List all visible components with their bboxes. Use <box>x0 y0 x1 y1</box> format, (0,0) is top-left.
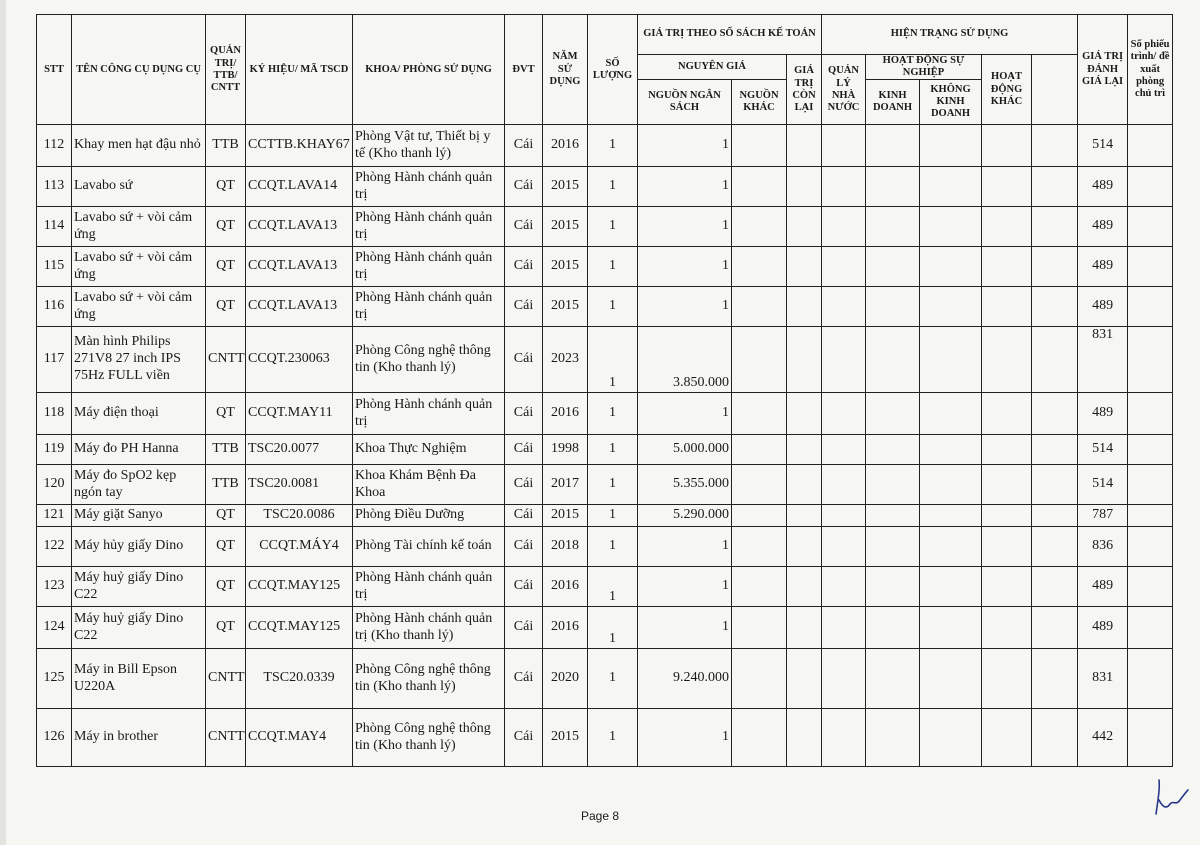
cell-ma: CCQT.MAY4 <box>246 709 353 767</box>
cell-khoa: Phòng Tài chính kế toán <box>353 527 505 567</box>
cell-ngan-sach: 5.355.000 <box>638 465 732 505</box>
cell-ten: Lavabo sứ + vòi cảm ứng <box>72 207 206 247</box>
cell-quan-tri: QT <box>206 393 246 435</box>
cell-nam: 2016 <box>543 125 588 167</box>
table-row <box>37 709 1173 767</box>
cell-ten: Lavabo sứ + vòi cảm ứng <box>72 247 206 287</box>
page-number: Page 8 <box>580 809 620 823</box>
cell-so-luong: 1 <box>588 527 638 567</box>
cell-khoa: Phòng Hành chánh quản trị <box>353 287 505 327</box>
cell-ten: Lavabo sứ + vòi cảm ứng <box>72 287 206 327</box>
cell-ma: CCQT.LAVA13 <box>246 207 353 247</box>
cell-ma: CCQT.LAVA13 <box>246 287 353 327</box>
cell-khoa: Phòng Công nghệ thông tin (Kho thanh lý) <box>353 709 505 767</box>
cell-dvt: Cái <box>505 435 543 465</box>
cell-phieu: 489 <box>1078 567 1128 607</box>
cell-nam: 2018 <box>543 527 588 567</box>
cell-stt: 122 <box>37 527 72 567</box>
header-hoat-dong-su-nghiep: HOẠT ĐỘNG SỰ NGHIỆP <box>866 55 982 80</box>
cell-khoa: Phòng Vật tư, Thiết bị y tế (Kho thanh lý) <box>353 125 505 167</box>
cell-stt: 115 <box>37 247 72 287</box>
cell-nam: 2015 <box>543 505 588 527</box>
cell-quan-tri: TTB <box>206 435 246 465</box>
header-gia-tri-so-sach: GIÁ TRỊ THEO SỔ SÁCH KẾ TOÁN <box>638 15 822 55</box>
cell-nam: 2023 <box>543 327 588 393</box>
cell-stt: 118 <box>37 393 72 435</box>
cell-khoa: Phòng Hành chánh quản trị (Kho thanh lý) <box>353 607 505 649</box>
cell-stt: 120 <box>37 465 72 505</box>
cell-ma: TSC20.0077 <box>246 435 353 465</box>
cell-nam: 2015 <box>543 207 588 247</box>
cell-ngan-sach: 3.850.000 <box>638 327 732 393</box>
header-nguon-khac: NGUỒN KHÁC <box>732 80 787 125</box>
cell-quan-tri: TTB <box>206 465 246 505</box>
header-khong-kinh-doanh: KHÔNG KINH DOANH <box>920 80 982 125</box>
cell-nam: 2016 <box>543 607 588 649</box>
cell-dvt: Cái <box>505 247 543 287</box>
cell-so-luong: 1 <box>588 709 638 767</box>
cell-khoa: Phòng Hành chánh quản trị <box>353 247 505 287</box>
cell-ngan-sach: 1 <box>638 709 732 767</box>
cell-ma: CCQT.MÁY4 <box>246 527 353 567</box>
cell-ten: Máy điện thoại <box>72 393 206 435</box>
cell-ma: CCQT.MAY125 <box>246 567 353 607</box>
cell-quan-tri: QT <box>206 247 246 287</box>
cell-so-luong: 1 <box>588 393 638 435</box>
table-row <box>37 327 1173 393</box>
cell-stt: 119 <box>37 435 72 465</box>
cell-ten: Máy huỷ giấy Dino C22 <box>72 567 206 607</box>
cell-phieu: 489 <box>1078 393 1128 435</box>
cell-nam: 1998 <box>543 435 588 465</box>
header-ten: TÊN CÔNG CỤ DỤNG CỤ <box>72 15 206 125</box>
cell-stt: 113 <box>37 167 72 207</box>
cell-phieu: 489 <box>1078 247 1128 287</box>
cell-ten: Máy giặt Sanyo <box>72 505 206 527</box>
cell-so-luong: 1 <box>588 649 638 709</box>
cell-khoa: Phòng Hành chánh quản trị <box>353 167 505 207</box>
cell-stt: 116 <box>37 287 72 327</box>
cell-stt: 126 <box>37 709 72 767</box>
cell-stt: 112 <box>37 125 72 167</box>
cell-ngan-sach: 5.290.000 <box>638 505 732 527</box>
cell-ten: Màn hình Philips 271V8 27 inch IPS 75Hz FULL viền <box>72 327 206 393</box>
header-nguyen-gia: NGUYÊN GIÁ <box>638 55 787 80</box>
table-row <box>37 649 1173 709</box>
header-danh-gia-lai: GIÁ TRỊ ĐÁNH GIÁ LẠI <box>1078 15 1128 125</box>
cell-so-luong: 1 <box>588 567 638 607</box>
cell-ten: Lavabo sứ <box>72 167 206 207</box>
cell-dvt: Cái <box>505 607 543 649</box>
table-row <box>37 527 1173 567</box>
header-hien-trang: HIỆN TRẠNG SỬ DỤNG <box>822 15 1078 55</box>
cell-khoa: Khoa Thực Nghiệm <box>353 435 505 465</box>
cell-khoa: Khoa Khám Bệnh Đa Khoa <box>353 465 505 505</box>
cell-ten: Máy in brother <box>72 709 206 767</box>
cell-ngan-sach: 1 <box>638 527 732 567</box>
cell-nam: 2015 <box>543 247 588 287</box>
cell-ma: CCQT.230063 <box>246 327 353 393</box>
cell-quan-tri: QT <box>206 527 246 567</box>
cell-ten: Máy in Bill Epson U220A <box>72 649 206 709</box>
cell-stt: 117 <box>37 327 72 393</box>
cell-ngan-sach: 1 <box>638 607 732 649</box>
cell-dvt: Cái <box>505 649 543 709</box>
cell-quan-tri: QT <box>206 207 246 247</box>
cell-dvt: Cái <box>505 287 543 327</box>
cell-nam: 2017 <box>543 465 588 505</box>
header-stt: STT <box>37 15 72 125</box>
cell-dvt: Cái <box>505 709 543 767</box>
table-row <box>37 465 1173 505</box>
header-quan-tri: QUẢN TRỊ/ TTB/ CNTT <box>206 15 246 125</box>
table-row <box>37 567 1173 607</box>
cell-nam: 2015 <box>543 287 588 327</box>
cell-khoa: Phòng Công nghệ thông tin (Kho thanh lý) <box>353 649 505 709</box>
table-row <box>37 393 1173 435</box>
cell-stt: 114 <box>37 207 72 247</box>
cell-ma: CCQT.LAVA14 <box>246 167 353 207</box>
cell-so-luong: 1 <box>588 125 638 167</box>
cell-phieu: 489 <box>1078 607 1128 649</box>
cell-phieu: 514 <box>1078 435 1128 465</box>
table-row <box>37 247 1173 287</box>
cell-nam: 2016 <box>543 393 588 435</box>
cell-ngan-sach: 1 <box>638 567 732 607</box>
table-row <box>37 167 1173 207</box>
cell-ngan-sach: 1 <box>638 167 732 207</box>
cell-ngan-sach: 1 <box>638 207 732 247</box>
header-nam: NĂM SỬ DỤNG <box>543 15 588 125</box>
cell-so-luong: 1 <box>588 167 638 207</box>
cell-stt: 125 <box>37 649 72 709</box>
cell-so-luong: 1 <box>588 435 638 465</box>
cell-ma: CCQT.MAY125 <box>246 607 353 649</box>
cell-ngan-sach: 1 <box>638 125 732 167</box>
cell-so-luong: 1 <box>588 207 638 247</box>
cell-quan-tri: QT <box>206 287 246 327</box>
table-row <box>37 505 1173 527</box>
header-hoat-dong-khac: HOẠT ĐỘNG KHÁC <box>982 55 1032 125</box>
cell-ma: CCQT.MAY11 <box>246 393 353 435</box>
table-row <box>37 207 1173 247</box>
cell-ngan-sach: 1 <box>638 247 732 287</box>
cell-so-luong: 1 <box>588 505 638 527</box>
cell-so-luong: 1 <box>588 327 638 393</box>
cell-dvt: Cái <box>505 167 543 207</box>
cell-phieu: 836 <box>1078 527 1128 567</box>
cell-ngan-sach: 1 <box>638 393 732 435</box>
header-quan-ly: QUẢN LÝ NHÀ NƯỚC <box>822 55 866 125</box>
cell-phieu: 831 <box>1078 327 1128 393</box>
cell-ma: CCTTB.KHAY67 <box>246 125 353 167</box>
cell-phieu: 787 <box>1078 505 1128 527</box>
cell-phieu: 489 <box>1078 207 1128 247</box>
cell-dvt: Cái <box>505 527 543 567</box>
table-row <box>37 287 1173 327</box>
header-ky-hieu: KÝ HIỆU/ MÃ TSCD <box>246 15 353 125</box>
cell-khoa: Phòng Hành chánh quản trị <box>353 207 505 247</box>
cell-quan-tri: TTB <box>206 125 246 167</box>
cell-so-luong: 1 <box>588 607 638 649</box>
cell-ten: Máy đo SpO2 kẹp ngón tay <box>72 465 206 505</box>
cell-quan-tri: QT <box>206 607 246 649</box>
signature-mark <box>1150 770 1190 820</box>
cell-dvt: Cái <box>505 125 543 167</box>
cell-ten: Máy huỷ giấy Dino C22 <box>72 607 206 649</box>
cell-khoa: Phòng Hành chánh quản trị <box>353 393 505 435</box>
cell-ma: CCQT.LAVA13 <box>246 247 353 287</box>
cell-quan-tri: QT <box>206 167 246 207</box>
cell-khoa: Phòng Công nghệ thông tin (Kho thanh lý) <box>353 327 505 393</box>
cell-ten: Khay men hạt đậu nhỏ <box>72 125 206 167</box>
cell-dvt: Cái <box>505 393 543 435</box>
cell-ma: TSC20.0086 <box>246 505 353 527</box>
cell-nam: 2020 <box>543 649 588 709</box>
cell-phieu: 514 <box>1078 125 1128 167</box>
cell-nam: 2015 <box>543 167 588 207</box>
cell-dvt: Cái <box>505 327 543 393</box>
cell-phieu: 514 <box>1078 465 1128 505</box>
header-con-lai: GIÁ TRỊ CÒN LẠI <box>787 55 822 125</box>
cell-phieu: 489 <box>1078 287 1128 327</box>
cell-ma: TSC20.0339 <box>246 649 353 709</box>
cell-so-luong: 1 <box>588 247 638 287</box>
asset-table <box>36 14 1173 767</box>
cell-nam: 2015 <box>543 709 588 767</box>
cell-nam: 2016 <box>543 567 588 607</box>
header-kinh-doanh: KINH DOANH <box>866 80 920 125</box>
header-nguon-ngan-sach: NGUỒN NGÂN SÁCH <box>638 80 732 125</box>
cell-quan-tri: QT <box>206 505 246 527</box>
cell-stt: 121 <box>37 505 72 527</box>
cell-ngan-sach: 1 <box>638 287 732 327</box>
cell-ma: TSC20.0081 <box>246 465 353 505</box>
cell-khoa: Phòng Điều Dưỡng <box>353 505 505 527</box>
cell-ten: Máy đo PH Hanna <box>72 435 206 465</box>
cell-so-luong: 1 <box>588 287 638 327</box>
cell-phieu: 489 <box>1078 167 1128 207</box>
cell-khoa: Phòng Hành chánh quản trị <box>353 567 505 607</box>
cell-dvt: Cái <box>505 567 543 607</box>
cell-so-luong: 1 <box>588 465 638 505</box>
scan-edge <box>0 0 6 845</box>
cell-phieu: 831 <box>1078 649 1128 709</box>
cell-stt: 123 <box>37 567 72 607</box>
cell-ngan-sach: 9.240.000 <box>638 649 732 709</box>
header-so-phieu: Số phiếu trình/ đề xuất phòng chủ trì <box>1128 15 1173 125</box>
cell-quan-tri: QT <box>206 567 246 607</box>
header-so-luong: SỐ LƯỢNG <box>588 15 638 125</box>
header-dvt: ĐVT <box>505 15 543 125</box>
cell-ten: Máy hủy giấy Dino <box>72 527 206 567</box>
cell-dvt: Cái <box>505 505 543 527</box>
cell-ngan-sach: 5.000.000 <box>638 435 732 465</box>
cell-stt: 124 <box>37 607 72 649</box>
cell-quan-tri: CNTT <box>206 327 246 393</box>
table-row <box>37 125 1173 167</box>
cell-phieu: 442 <box>1078 709 1128 767</box>
table-row <box>37 607 1173 649</box>
header-khoa: KHOA/ PHÒNG SỬ DỤNG <box>353 15 505 125</box>
table-row <box>37 435 1173 465</box>
cell-quan-tri: CNTT <box>206 649 246 709</box>
cell-quan-tri: CNTT <box>206 709 246 767</box>
cell-dvt: Cái <box>505 207 543 247</box>
cell-dvt: Cái <box>505 465 543 505</box>
